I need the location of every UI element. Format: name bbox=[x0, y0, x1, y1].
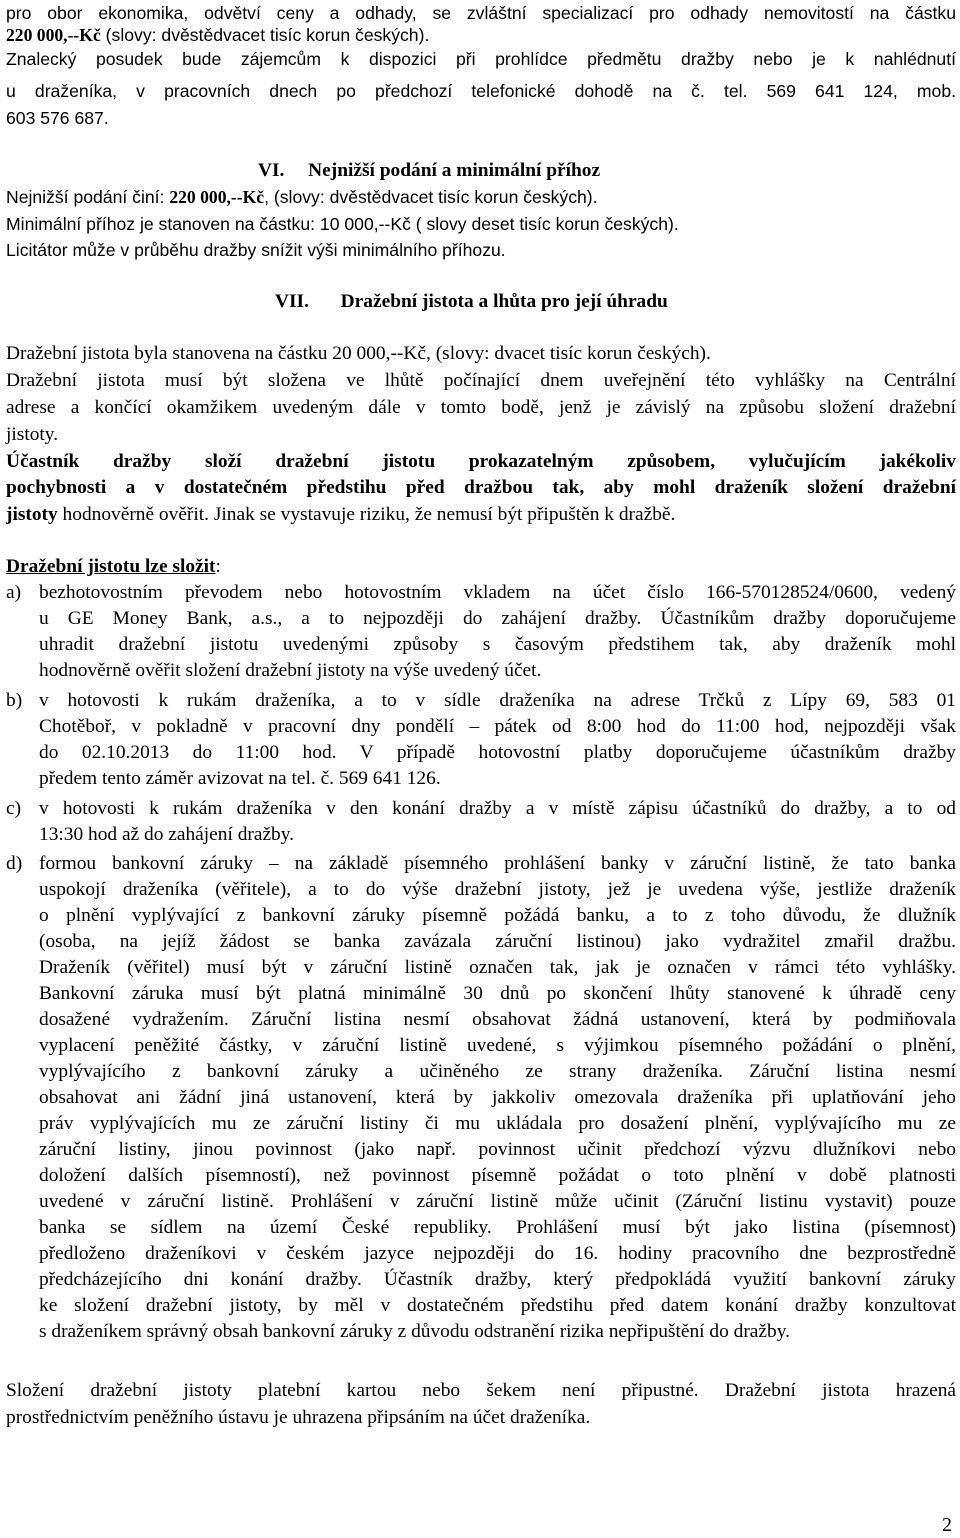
method-a-line: u GE Money Bank, a.s., a to nejpozději do zahájení dražby. Účastníkům dražby doporučujeme bbox=[39, 608, 956, 629]
section-7-p3-line-3 bbox=[6, 502, 675, 528]
method-item-a bbox=[6, 580, 956, 684]
section-7-p3-line-1: Účastník dražby složí dražební jistotu prokazatelným způsobem, vylučujícím jakékoliv bbox=[6, 451, 956, 472]
method-d-line: (osoba, na jejíž žádost se banka zavázala záruční listinou) jako vydražitel zmařil dražbu. bbox=[39, 931, 956, 952]
lowest-bid-words: , (slovy: dvěstědvacet tisíc korun českých). bbox=[264, 187, 598, 207]
closing-line-2: prostřednictvím peněžního ústavu je uhrazena připsáním na účet draženíka. bbox=[6, 1407, 591, 1428]
section-6-title: Nejnižší podání a minimální příhoz bbox=[308, 160, 601, 181]
section-7-heading bbox=[275, 289, 668, 315]
method-d-line: formou bankovní záruky – na základě písemného prohlášení banky v záruční listině, že tato banka bbox=[39, 853, 956, 874]
lowest-bid-label: Nejnižší podání činí: bbox=[6, 187, 170, 207]
method-b-line: v hotovosti k rukám draženíka, a to v sídle draženíka na adrese Trčků z Lípy 69, 583 01 bbox=[39, 690, 956, 711]
method-d-line: s draženíkem správný obsah bankovní záruky z důvodu odstranění rizika nepřipuštění do dražby. bbox=[39, 1321, 790, 1342]
method-item-b-mark: b) bbox=[6, 690, 23, 711]
method-c-line: 13:30 hod až do zahájení dražby. bbox=[39, 824, 295, 845]
method-d-line: doložení dalších písemností), než povinnost písemně požádat o toto plnění v době platnosti bbox=[39, 1165, 956, 1186]
section-6-line-2: Minimální příhoz je stanoven na částku: 10 000,--Kč ( slovy deset tisíc korun českých). bbox=[6, 214, 679, 234]
method-d-line: vyplývajícího z bankovní záruky a učiněného ze strany draženíka. Záruční listina nesmí bbox=[39, 1061, 956, 1082]
method-b-line: do 02.10.2013 do 11:00 hod. V případě hotovostní platby doporučujeme účastníkům dražby bbox=[39, 742, 956, 763]
method-d-line: banka se sídlem na území České republiky. Prohlášení musí být jako listina (písemnost) bbox=[39, 1217, 956, 1238]
method-d-line: uvedené v záruční listině. Prohlášení v záruční listině může učinit (Záruční listinu vystavit) pouze bbox=[39, 1191, 956, 1212]
method-item-b bbox=[6, 688, 956, 792]
intro-amount-words: (slovy: dvěstědvacet tisíc korun českých). bbox=[100, 25, 430, 45]
p3-bold-word: jistoty bbox=[6, 504, 58, 525]
method-d-line: uspokojí draženíka (věřitele), a to do výše dražební jistoty, jež je uvedena výše, jestliže draženík bbox=[39, 879, 956, 900]
method-a-line: hodnověrně ověřit složení dražební jistoty na výše uvedený účet. bbox=[39, 660, 542, 681]
section-6-line-3: Licitátor může v průběhu dražby snížit výši minimálního příhozu. bbox=[6, 240, 506, 260]
method-d-line: ke složení dražební jistoty, by měl v dostatečném předstihu před datem konání dražby konzultovat bbox=[39, 1295, 956, 1316]
intro-line-1: pro obor ekonomika, odvětví ceny a odhady, se zvláštní specializací pro odhady nemovitostí na částku bbox=[6, 3, 956, 23]
intro-line-3: Znalecký posudek bude zájemcům k dispozici při prohlídce předmětu dražby nebo je k nahlédnutí bbox=[6, 49, 956, 69]
method-d-line: předloženo draženíkovi v českém jazyce nejpozději do 16. hodiny pracovního dne bezprostředně bbox=[39, 1243, 956, 1264]
method-d-line: dosažené vydražením. Záruční listina nesmí obsahovat žádná ustanovení, která by podmiňovala bbox=[39, 1009, 956, 1030]
method-a-line: bezhotovostním převodem nebo hotovostním vkladem na účet číslo 166-570128524/0600, vedený bbox=[39, 582, 956, 603]
method-a-line: uhradit dražební jistotu uvedenými způsoby s časovým předstihem tak, aby draženík mohl bbox=[39, 634, 956, 655]
section-6-line-1 bbox=[6, 184, 598, 210]
method-b-line: předem tento záměr avizovat na tel. č. 569 641 126. bbox=[39, 768, 441, 789]
section-7-paragraph-1: Dražební jistota byla stanovena na částku 20 000,--Kč, (slovy: dvacet tisíc korun českých). bbox=[6, 343, 711, 364]
intro-line-4: u draženíka, v pracovních dnech po předchozí telefonické dohodě na č. tel. 569 641 124, mob. bbox=[6, 81, 956, 101]
method-item-a-mark: a) bbox=[6, 582, 22, 603]
section-7-p2-line-1: Dražební jistota musí být složena ve lhůtě počínající dnem uveřejnění této vyhlášky na Centrální bbox=[6, 370, 956, 391]
method-b-line: Chotěboř, v pokladně v pracovní dny pondělí – pátek od 8:00 hod do 11:00 hod, nejpozději však bbox=[39, 716, 956, 737]
method-d-line: Draženík (věřitel) musí být v záruční listině označen tak, jak je označen v rámci této vyhlášky. bbox=[39, 957, 956, 978]
method-d-line: předcházejícího dni konání dražby. Účastník dražby, který předpokládá využití bankovní záruky bbox=[39, 1269, 956, 1290]
method-d-line: o plnění vyplývající z bankovní záruky písemně požádá banku, a to z toho důvodu, že dlužník bbox=[39, 905, 956, 926]
intro-line-5: 603 576 687. bbox=[6, 108, 109, 128]
section-6-number: VI. bbox=[258, 160, 285, 181]
section-7-p2-line-3: jistoty. bbox=[6, 424, 59, 445]
method-item-d bbox=[6, 851, 956, 1345]
lowest-bid-amount: 220 000,--Kč bbox=[169, 187, 265, 207]
method-d-line: obsahovat ani žádní jiná ustanovení, která by jakkoliv omezovala draženíka při uplatňování jeho bbox=[39, 1087, 956, 1108]
section-7-title: Dražební jistota a lhůta pro její úhradu bbox=[340, 291, 668, 312]
intro-amount: 220 000,--Kč bbox=[6, 25, 101, 45]
method-d-line: záruční listiny, jinou povinnost (jako např. povinnost učinit předchozí výzvu dlužníkovi nebo bbox=[39, 1139, 956, 1160]
method-list bbox=[6, 580, 956, 1345]
methods-title-colon: : bbox=[215, 556, 221, 577]
method-c-line: v hotovosti k rukám draženíka v den konání dražby a v místě zápisu účastníků do dražby, a to od bbox=[39, 798, 956, 819]
section-7-p3-line-2: pochybnosti a v dostatečném předstihu před dražbou tak, aby mohl draženík složení dražební bbox=[6, 477, 956, 498]
closing-line-1: Složení dražební jistoty platební kartou nebo šekem není připustné. Dražební jistota hrazená bbox=[6, 1380, 956, 1401]
section-7-p2-line-2: adrese a končící okamžikem uvedeným dále v tomto bodě, jenž je závislý na způsobu složení dražební bbox=[6, 397, 956, 418]
method-d-line: vyplacení peněžité částky, v záruční listině uvedené, s výjimkou písemného požádání o plnění, bbox=[39, 1035, 956, 1056]
method-item-d-mark: d) bbox=[6, 853, 23, 874]
method-d-line: Bankovní záruka musí být platná minimálně 30 dnů po skončení lhůty stanovené k úhradě ceny bbox=[39, 983, 956, 1004]
page-number: 2 bbox=[942, 1514, 952, 1536]
method-item-c bbox=[6, 796, 956, 848]
methods-title bbox=[6, 554, 221, 580]
section-7-number: VII. bbox=[275, 291, 309, 312]
p3-rest: hodnověrně ověřit. Jinak se vystavuje riziku, že nemusí být připuštěn k dražbě. bbox=[57, 504, 676, 525]
methods-title-text: Dražební jistotu lze složit bbox=[6, 556, 216, 577]
section-6-heading bbox=[258, 158, 600, 184]
method-item-c-mark: c) bbox=[6, 798, 22, 819]
intro-line-2 bbox=[6, 22, 429, 48]
method-d-line: práv vyplývajících mu ze záruční listiny či mu ukládala pro dosažení plnění, vyplývajícího mu ze bbox=[39, 1113, 956, 1134]
